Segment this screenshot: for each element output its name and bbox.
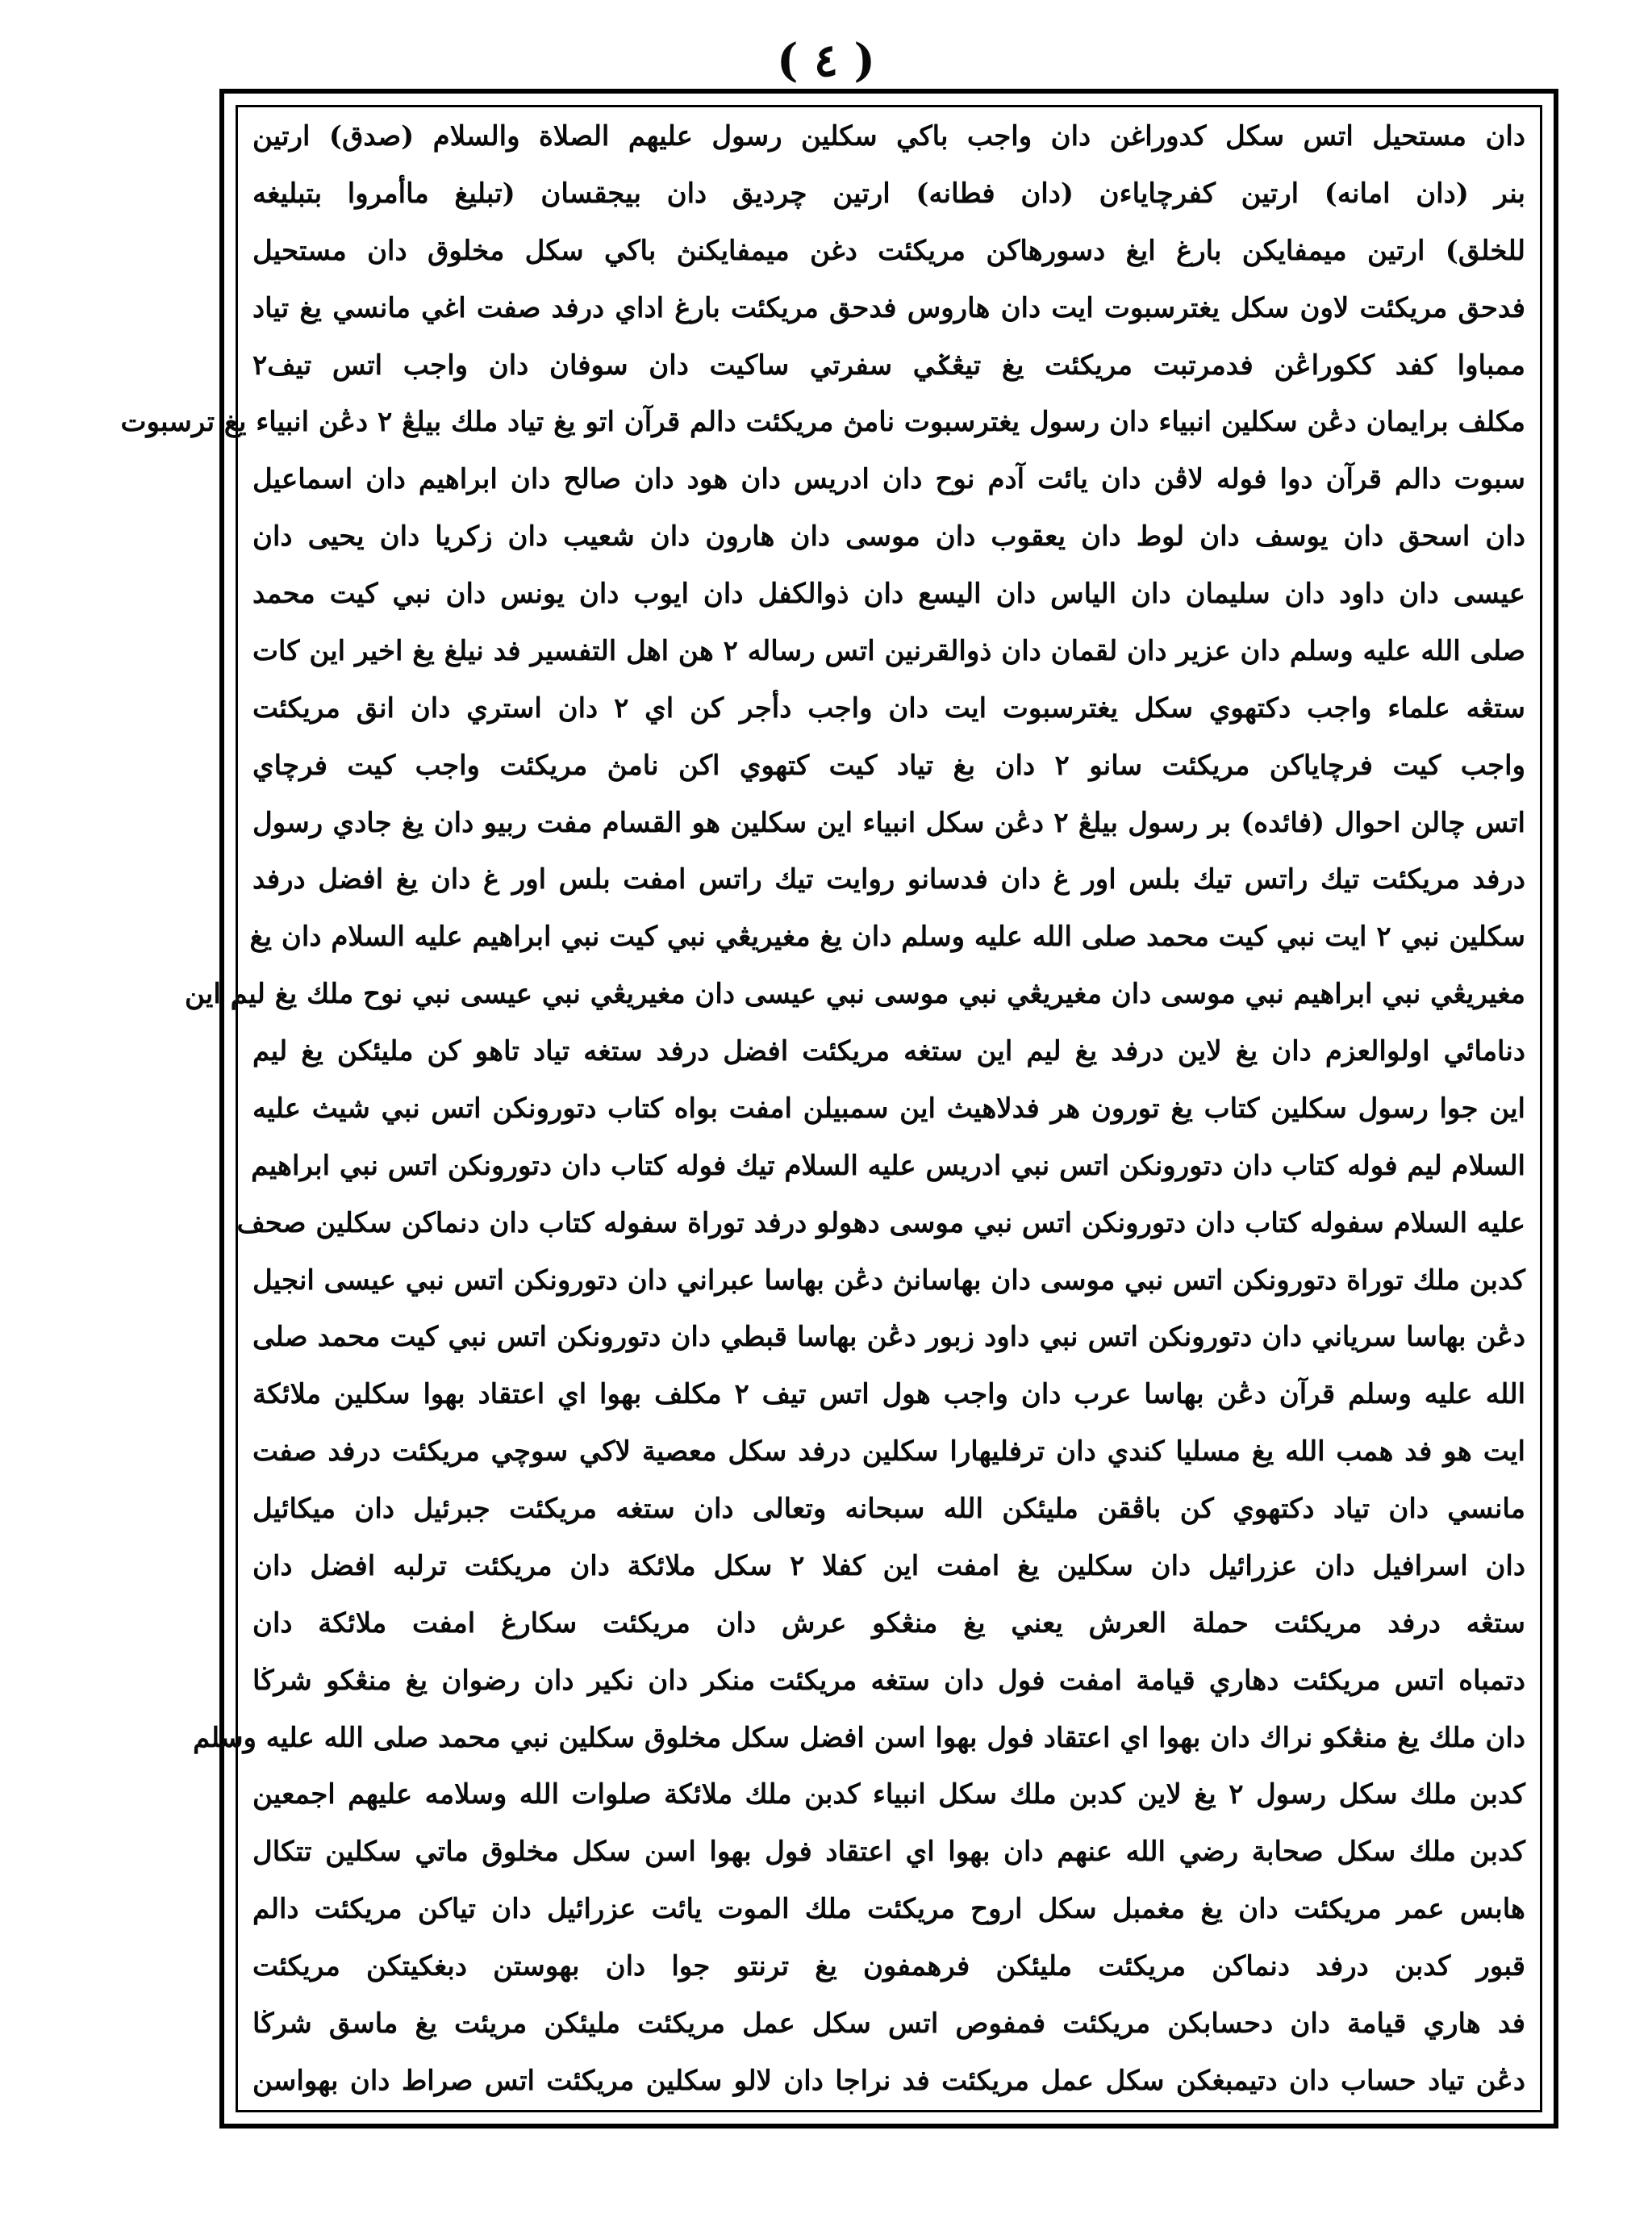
text-line: الله عليه وسلم قرآن دڠن بهاسا عرب دان واجب هول اتس تيف ٢ مكلف بهوا اي اعتقاد بهوا سكلين ملائكة	[252, 1378, 1526, 1411]
text-line: ممباوا كفد ككوراڠن فدمرتبت مريكئت يغ تيڠݢي سفرتي ساكيت دان سوفان دان واجب اتس تيف٢	[252, 349, 1525, 382]
text-line: اتس چالن احوال (فائده) بر رسول بيلڠ ٢ دڠن سكل انبياء اين سكلين هو القسام مفت ربيو دان يغ جادي رسول	[252, 806, 1525, 839]
text-line: ايت هو فد همب الله يغ مسليا كندي دان ترفليهارا سكلين درفد سكل معصية لاكي سوچي مريكئت درفد صفت	[252, 1435, 1525, 1468]
text-line: دان مستحيل اتس سكل كدوراغن دان واجب باكي سكلين رسول عليهم الصلاة والسلام (صدق) ارتين	[252, 120, 1525, 152]
text-line: سكلين نبي ٢ ايت نبي كيت محمد صلى الله عليه وسلم دان يغ مغيريڠي نبي كيت نبي ابراهيم عليه السلام دان يغ	[249, 921, 1525, 954]
text-line: هابس عمر مريكئت دان يغ مغمبل سكل اروح مريكئت ملك الموت يائت عزرائيل دان تياكن مريكئت دالم	[252, 1893, 1525, 1926]
text-line: فد هاري قيامة دان دحسابكن مريكئت فمفوص اتس سكل عمل مريكئت مليئكن مريئت يغ ماسق شرڬا	[252, 2007, 1525, 2040]
text-line: دان اسحق دان يوسف دان لوط دان يعقوب دان موسى دان هارون دان شعيب دان زكريا دان يحيى دان	[252, 520, 1525, 554]
text-line: دتمباه اتس مريكئت دهاري قيامة امفت فول دان ستغه مريكئت منكر دان نكير دان رضوان يغ منڠكو شرڬا	[252, 1664, 1525, 1697]
text-line: دڠن تياد حساب دان دتيمبغكن سكل عمل مريكئت فد نراجا دان لالو سكلين مريكئت اتس صراط دان بهواسن	[252, 2064, 1525, 2097]
page-border-inner	[120, 105, 1542, 2112]
text-line: دنامائي اولوالعزم دان يغ لاين درفد يغ ليم اين ستغه مريكئت افضل درفد ستغه تياد تاهو كن مليئكن يغ ليم	[252, 1035, 1525, 1067]
text-line: عيسى دان داود دان سليمان دان الياس دان اليسع دان ذوالكفل دان ايوب دان يونس دان نبي كيت محمد	[252, 578, 1525, 610]
text-body	[120, 114, 1526, 2103]
text-line: درفد مريكئت تيك راتس تيك بلس اور غ دان فدسانو روايت تيك راتس امفت بلس اور غ دان يغ افضل درفد	[252, 863, 1525, 896]
text-line: اين جوا رسول سكلين كتاب يغ تورون هر فدلاهيث اين سمبيلن امفت بواه كتاب دتورونكن اتس نبي شيث عليه	[252, 1092, 1525, 1125]
text-line: السلام ليم فوله كتاب دان دتورونكن اتس نبي ادريس عليه السلام تيك فوله كتاب دان دتورونكن اتس نبي ابراهيم	[251, 1149, 1525, 1182]
text-line: عليه السلام سفوله كتاب دان دتورونكن اتس نبي موسى دهولو درفد توراة سفوله كتاب دان دنماكن سكلين صحف	[236, 1206, 1525, 1239]
text-line: دان اسرافيل دان عزرائيل دان سكلين يغ امفت اين كفلا ٢ سكل ملائكة دان مريكئت ترلبه افضل دان	[252, 1549, 1526, 1582]
page-border	[120, 89, 1558, 2128]
text-line: ستڠه علماء واجب دكتهوي سكل يغترسبوت ايت دان واجب دأجر كن اي ٢ دان استري دان انق مريكئت	[252, 691, 1525, 725]
text-line: مانسي دان تياد دكتهوي كن باڤقن مليئكن الله سبحانه وتعالى دان ستغه مريكئت جبرئيل دان ميكائيل	[252, 1493, 1525, 1525]
text-line: دان ملك يغ منڠكو نراك دان بهوا اي اعتقاد فول بهوا اسن افضل سكل مخلوق سكلين نبي محمد صلى الله عليه وسلم	[193, 1721, 1525, 1754]
page-number: ( ٤ )	[776, 34, 876, 87]
text-line: مكلف برايمان دڠن سكلين انبياء دان رسول يغترسبوت نامڽ مريكئت دالم قرآن اتو يغ تياد ملك بيلڠ ٢ دڠن انبياء يغ ترسبوت	[120, 406, 1525, 439]
text-line: واجب كيت فرچاياكن مريكئت سانو ٢ دان بغ تياد كيت كتهوي اكن نامڽ مريكئت واجب كيت فرچاي	[252, 749, 1526, 782]
text-line: صلى الله عليه وسلم دان عزير دان لقمان دان ذوالقرنين اتس رساله ٢ هن اهل التفسير فد نيلغ يغ اخير اين كات	[252, 634, 1525, 667]
text-line: دڠن بهاسا سرياني دان دتورونكن اتس نبي داود زبور دڠن بهاسا قبطي دان دتورونكن اتس نبي كيت محمد صلى	[252, 1321, 1525, 1354]
text-line: كدبن ملك سكل صحابة رضي الله عنهم دان بهوا اي اعتقاد فول بهوا اسن سكل مخلوق ماتي سكلين تتكال	[252, 1836, 1525, 1869]
text-line: سبوت دالم قرآن دوا فوله لاڤن دان يائت آدم نوح دان ادريس دان هود دان صالح دان ابراهيم دان اسماعيل	[252, 463, 1525, 496]
text-line: كدبن ملك سكل رسول ٢ يغ لاين كدبن ملك سكل انبياء كدبن ملك ملائكة صلوات الله وسلامه عليهم اجمعين	[252, 1778, 1525, 1811]
text-line: قبور كدبن درفد دنماكن مريكئت مليئكن فرهمفون يغ ترنتو جوا دان بهوستن دبغكيتكن مريكئت	[252, 1950, 1525, 1982]
text-line: كدبن ملك توراة دتورونكن اتس نبي موسى دان بهاسانڽ دڠن بهاسا عبراني دان دتورونكن اتس نبي عيسى انجيل	[252, 1264, 1525, 1297]
text-line: مغيريڠي نبي ابراهيم نبي موسى دان مغيريڠي نبي موسى نبي عيسى دان مغيريڠي نبي عيسى نبي نوح ملك يغ ليم اين	[185, 978, 1525, 1011]
text-line: ستڠه درفد مريكئت حملة العرش يعني يغ منڠكو عرش دان مريكئت سكارغ امفت ملائكة دان	[252, 1606, 1525, 1640]
text-line: فدحق مريكئت لاون سكل يغترسبوت ايت دان هاروس فدحق مريكئت بارغ اداي درفد صفت اغي مانسي يغ تياد	[252, 291, 1525, 324]
text-line: بنر (دان امانه) ارتين كفرچاياءن (دان فطانه) ارتين چرديق دان بيجقسان (تبليغ ماأمروا بتبليغه	[252, 177, 1525, 210]
text-line: للخلق) ارتين ميمفايكن بارغ ايغ دسورهاكن مريكئت دغن ميمفايكنڽ باكي سكل مخلوق دان مستحيل	[252, 234, 1525, 267]
